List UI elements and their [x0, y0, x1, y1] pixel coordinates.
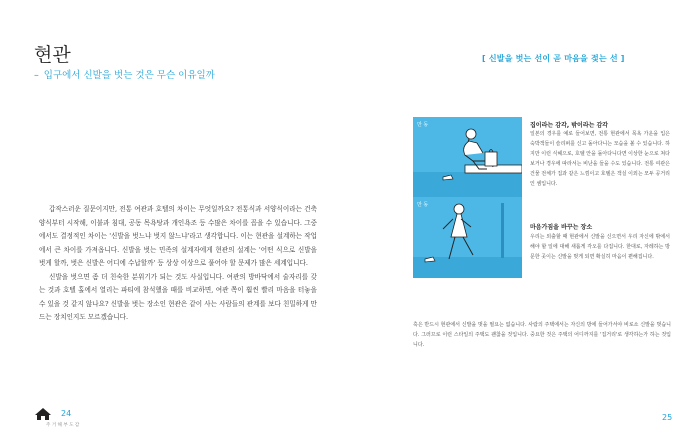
- home-icon: [33, 407, 57, 421]
- walking-person-icon: [413, 197, 522, 278]
- section-tag: [ 신발을 벗는 선이 곧 마음을 젖는 선 ]: [482, 54, 625, 63]
- page-title: 현관: [34, 44, 71, 66]
- sitting-person-icon: [413, 117, 522, 198]
- left-paragraph: 갑작스러운 질문이지만, 전통 여관과 호텔의 차이는 무엇일까요? 전통식과 서양식이라는 건축 양식부터 시작해, 이불과 침대, 공동 목욕탕과 개인욕조 등 수많은 차이를 꼽을 수 있습니다. 그중에서도 결정적인 차이는 '신발을 벗느냐 벗지 않느냐'라고 생각합니다. 이는 현관을 설계하는 작업에서 큰 차이를 가져옵니다. 신발을 벗는 민족의 설계자에게 현관의 설계는 '어떤 식으로 신발을 벗게 할까, 벗은 신발은 어디에 수납할까' 등 상상 이상으로 풀어야 할 문제가 많은 세계입니다.: [39, 205, 317, 267]
- footer-brand: 주 거 해 부 도 감: [46, 423, 80, 428]
- page-number-left: 24: [61, 409, 72, 418]
- illustration-caption: 만 동: [417, 122, 429, 128]
- left-body-text: [39, 203, 317, 325]
- caption-title-1: 집이라는 감각, 밖이라는 감각: [530, 122, 609, 129]
- right-body-text: 혹은 반드시 현관에서 신발을 벗을 필요는 없습니다. 사람의 주택에서는 자신의 방에 들어가서야 비로소 신발을 벗습니다. 그러므로 이런 스타일의 주택도 괜찮을 것입니다. 중요한 것은 주택의 어디까지를 '집거리'로 생각하는가 하는 것입니다.: [413, 322, 671, 348]
- subtitle-text: 입구에서 신발을 벗는 것은 무슨 이유일까: [43, 70, 215, 81]
- illustration-sitting: [413, 117, 522, 198]
- page-subtitle: [34, 67, 215, 81]
- page-number-right: 25: [662, 413, 673, 422]
- illustration-caption: 만 동: [417, 202, 429, 208]
- subtitle-dash: –: [34, 70, 39, 81]
- illustration-walking: [413, 197, 522, 278]
- left-paragraph: 신발을 벗으면 좀 더 친숙한 분위기가 되는 것도 사실입니다. 여관의 방바닥에서 술자리를 갖는 것과 호텔 홀에서 열리는 파티에 참석했을 때를 비교하면, 여관 쪽이 훨씬 빨리 마음을 터놓을 수 있을 것 같지 않나요? 신발을 벗는 장소인 현관은 같이 사는 사람들의 관계를 보다 친밀하게 만드는 장치인지도 모르겠습니다.: [39, 272, 317, 321]
- caption-body-1: 일본의 경우를 예로 들어보면, 전통 현관에서 목욕 가운을 입은 숙박객들이 슬리퍼를 신고 돌아다니는 모습을 볼 수 있습니다. 하지만 이런 식헤으로, 호텔 안을 돌아다니다면 이상한 눈으로 쳐다보거나 경우에 따라서는 비난을 들을 수도 있습니다. 전통 여관은 건물 전체가 집과 같은 느낌이고 호텔은 객실 이외는 모두 공거리인 셈입니다.: [530, 131, 670, 187]
- caption-body-2: 우리는 외출할 때 현관에서 신발을 신으면서 우리 자신에 밖에서 해야 할 일에 대해 새롭게 각오를 다집니다. 한대로, 자레하는 방문한 곳이는 신발을 벗게 되면 확실히 마음이 편해집니다.: [530, 234, 670, 260]
- caption-title-2: 마음가짐을 바꾸는 장소: [530, 224, 593, 231]
